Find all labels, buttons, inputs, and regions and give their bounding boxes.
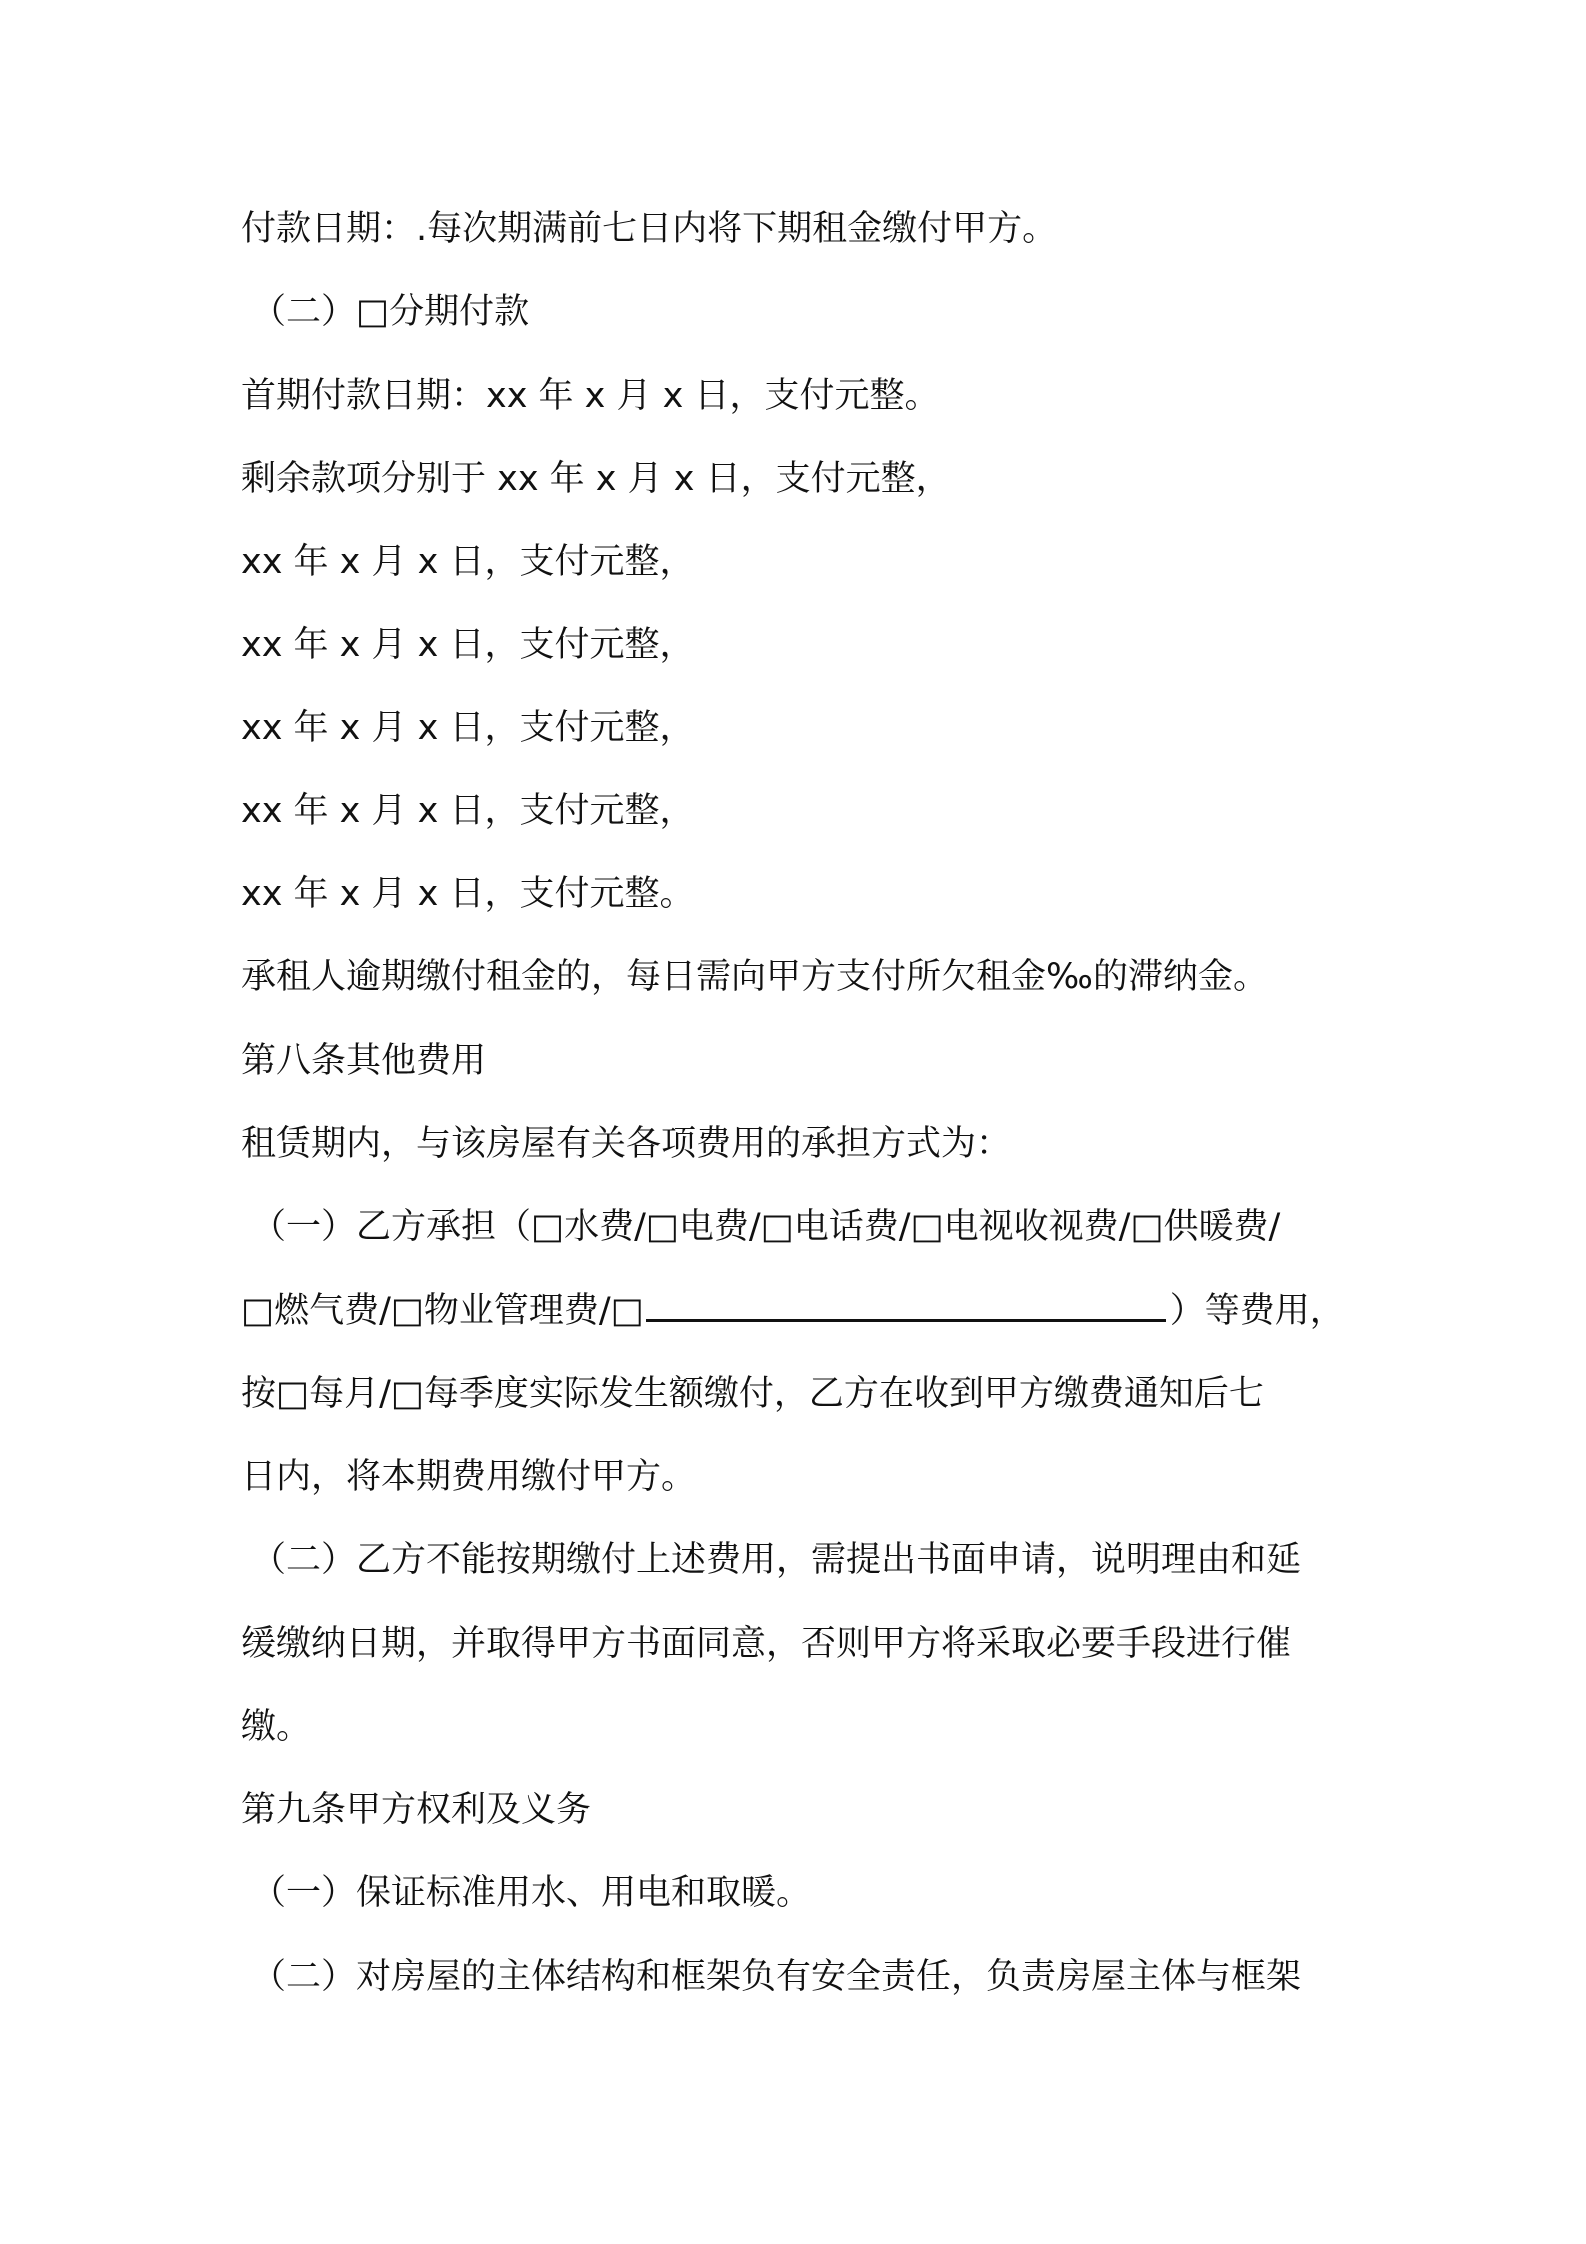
expense-item-2-continued: 缓缴纳日期，并取得甲方书面同意，否则甲方将采取必要手段进行催 — [241, 1624, 1292, 1664]
remaining-payment-line: 剩余款项分别于 xx 年 x 月 x 日，支付元整， — [241, 459, 951, 499]
expense-item-1-continued — [241, 1289, 1345, 1333]
expense-suffix-text: ）等费用， — [1169, 1291, 1345, 1331]
section-heading-article-9: 第九条甲方权利及义务 — [241, 1790, 592, 1830]
installment-line: xx 年 x 月 x 日，支付元整， — [241, 625, 695, 665]
payment-date-line: 付款日期：.每次期满前七日内将下期租金缴付甲方。 — [241, 209, 1058, 249]
expense-item-1: （一）乙方承担（□水费/□电费/□电话费/□电视收视费/□供暖费/ — [251, 1207, 1281, 1247]
section-heading-article-8: 第八条其他费用 — [241, 1041, 487, 1081]
installment-line: xx 年 x 月 x 日，支付元整。 — [241, 874, 695, 914]
obligation-item-1: （一）保证标准用水、用电和取暖。 — [251, 1873, 812, 1913]
expense-item-2: （二）乙方不能按期缴付上述费用，需提出书面申请，说明理由和延 — [251, 1540, 1302, 1580]
obligation-item-2: （二）对房屋的主体结构和框架负有安全责任，负责房屋主体与框架 — [251, 1957, 1302, 1997]
installment-line: xx 年 x 月 x 日，支付元整， — [241, 542, 695, 582]
first-payment-line: 首期付款日期：xx 年 x 月 x 日，支付元整。 — [241, 376, 940, 416]
fill-in-blank — [646, 1289, 1166, 1322]
installment-line: xx 年 x 月 x 日，支付元整， — [241, 708, 695, 748]
payment-frequency-line: 按□每月/□每季度实际发生额缴付，乙方在收到甲方缴费通知后七 — [241, 1374, 1264, 1414]
late-fee-line: 承租人逾期缴付租金的，每日需向甲方支付所欠租金‰的滞纳金。 — [241, 957, 1268, 997]
expense-item-2-end: 缴。 — [241, 1707, 312, 1747]
payment-frequency-line-continued: 日内，将本期费用缴付甲方。 — [241, 1457, 697, 1497]
expense-intro-line: 租赁期内，与该房屋有关各项费用的承担方式为： — [241, 1124, 1012, 1164]
installment-line: xx 年 x 月 x 日，支付元整， — [241, 791, 695, 831]
expense-options-text: □燃气费/□物业管理费/□ — [241, 1291, 644, 1331]
installment-option: （二）□分期付款 — [251, 292, 530, 332]
